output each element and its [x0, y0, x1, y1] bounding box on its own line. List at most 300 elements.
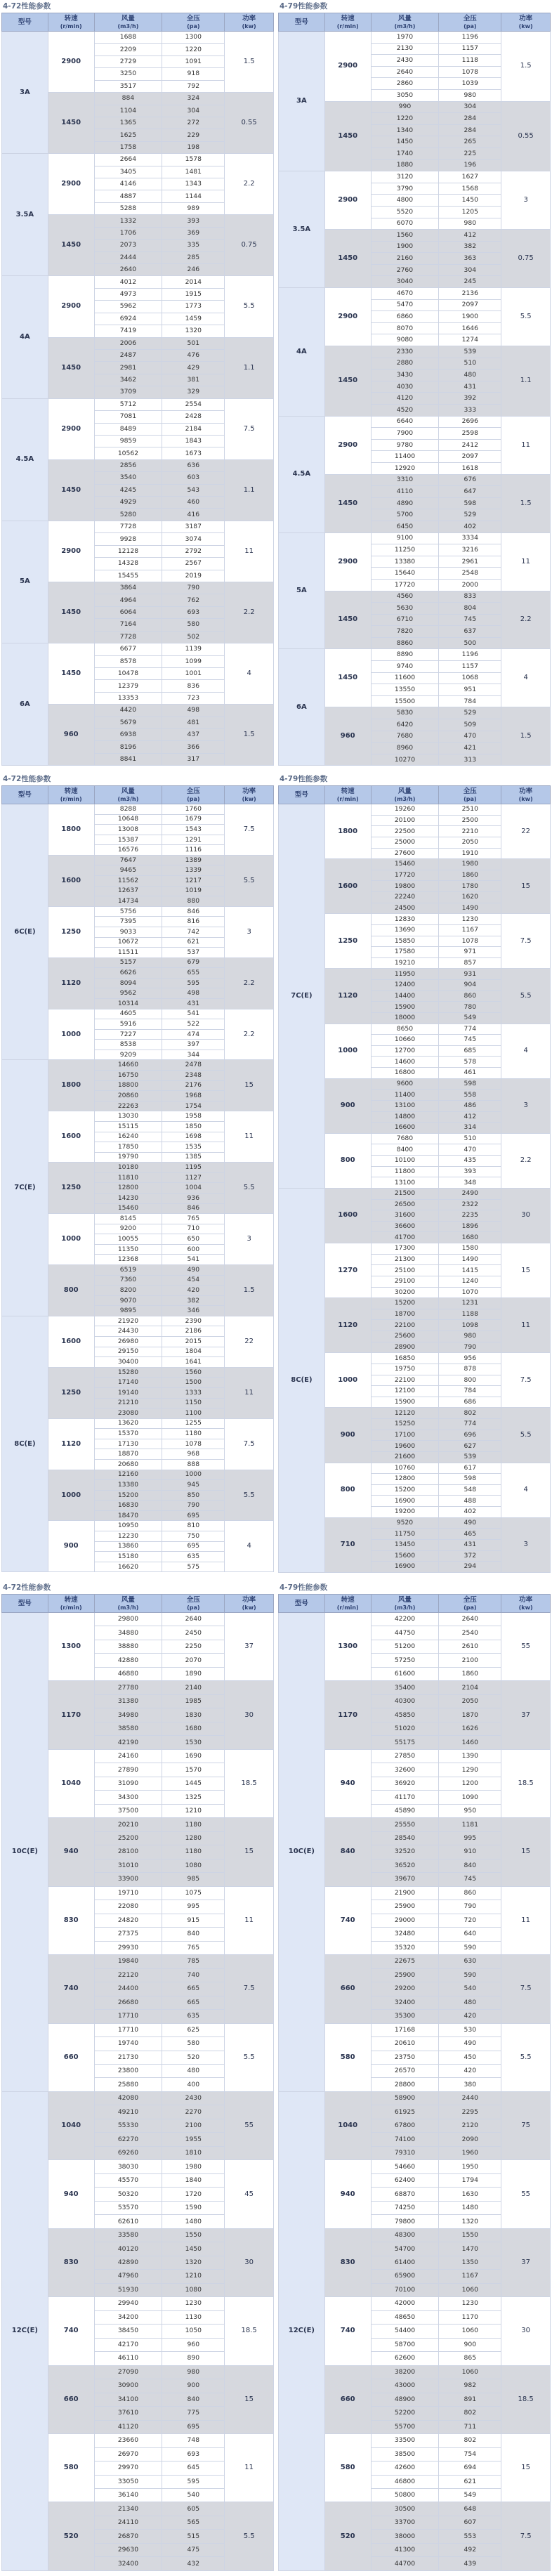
speed-cell: 1600 — [48, 1111, 94, 1163]
flow-cell: 42170 — [94, 2338, 162, 2351]
pressure-cell: 1350 — [439, 2256, 501, 2269]
pressure-cell: 1205 — [439, 206, 501, 218]
pressure-cell: 1144 — [162, 190, 225, 202]
pressure-cell: 1843 — [162, 435, 225, 447]
header-flow — [371, 786, 439, 804]
pressure-cell: 1230 — [439, 914, 501, 925]
speed-cell: 740 — [48, 2297, 94, 2365]
pressure-cell: 960 — [162, 2338, 225, 2351]
pressure-cell: 804 — [439, 603, 501, 615]
header-power — [501, 13, 551, 32]
pressure-cell: 1217 — [162, 876, 225, 887]
flow-cell: 18800 — [94, 1080, 162, 1091]
flow-cell: 4964 — [94, 594, 162, 606]
flow-cell: 33700 — [371, 2516, 439, 2529]
flow-cell: 10562 — [94, 447, 162, 459]
pressure-cell: 498 — [162, 988, 225, 999]
header-speed-label: 转速 — [341, 787, 355, 795]
pressure-cell: 1116 — [162, 845, 225, 856]
pressure-cell: 432 — [162, 2557, 225, 2570]
flow-cell: 4120 — [371, 393, 439, 405]
pressure-cell: 621 — [162, 937, 225, 948]
speed-cell: 1600 — [324, 1188, 371, 1243]
flow-cell: 12400 — [371, 980, 439, 991]
flow-cell: 54700 — [371, 2242, 439, 2256]
flow-cell: 11800 — [371, 1166, 439, 1177]
flow-cell: 41170 — [371, 1791, 439, 1804]
flow-cell: 25550 — [371, 1818, 439, 1831]
pressure-cell: 910 — [439, 1845, 501, 1859]
pressure-cell: 2440 — [439, 2091, 501, 2105]
pressure-cell: 1980 — [439, 859, 501, 870]
flow-cell: 51930 — [94, 2283, 162, 2296]
pressure-cell: 891 — [439, 2393, 501, 2406]
power-cell: 11 — [225, 1886, 274, 1954]
pressure-cell: 931 — [439, 969, 501, 980]
flow-cell: 16900 — [371, 1562, 439, 1573]
flow-cell: 54660 — [371, 2160, 439, 2173]
flow-cell: 4887 — [94, 190, 162, 202]
speed-cell: 1000 — [48, 1214, 94, 1265]
flow-cell: 7900 — [371, 428, 439, 440]
flow-cell: 5830 — [371, 707, 439, 719]
pressure-cell: 780 — [439, 1002, 501, 1013]
pressure-cell: 284 — [439, 113, 501, 125]
pressure-cell: 693 — [162, 606, 225, 618]
flow-cell: 38030 — [94, 2160, 162, 2173]
pressure-cell: 1167 — [439, 924, 501, 936]
flow-cell: 27780 — [94, 1681, 162, 1694]
pressure-cell: 304 — [439, 101, 501, 113]
panel-title: 4-72性能参数 — [3, 2, 51, 11]
speed-cell: 740 — [324, 1886, 371, 1954]
flow-cell: 19260 — [371, 804, 439, 816]
pressure-cell: 1130 — [162, 2310, 225, 2324]
flow-cell: 74250 — [371, 2201, 439, 2214]
header-power-unit: (kw) — [242, 22, 256, 30]
pressure-cell: 1167 — [439, 2270, 501, 2283]
speed-cell: 2900 — [48, 32, 94, 93]
flow-cell: 35320 — [371, 1941, 439, 1954]
pressure-cell: 1231 — [439, 1298, 501, 1309]
flow-cell: 17140 — [94, 1378, 162, 1388]
flow-cell: 17300 — [371, 1243, 439, 1255]
pressure-cell: 1060 — [439, 2365, 501, 2379]
pressure-cell: 1698 — [162, 1132, 225, 1142]
power-cell: 5.5 — [225, 276, 274, 337]
header-pressure-label: 全压 — [186, 14, 200, 22]
pressure-cell: 860 — [439, 990, 501, 1002]
speed-cell: 1450 — [48, 459, 94, 521]
header-speed-unit: (r/min) — [60, 795, 82, 802]
flow-cell: 19740 — [94, 2037, 162, 2051]
flow-cell: 31600 — [371, 1210, 439, 1222]
speed-cell: 1450 — [324, 649, 371, 707]
header-speed-unit: (r/min) — [60, 22, 82, 30]
power-cell: 1.5 — [225, 705, 274, 766]
power-cell: 15 — [225, 1060, 274, 1111]
pressure-cell: 565 — [162, 2516, 225, 2529]
flow-cell: 79800 — [371, 2215, 439, 2228]
flow-cell: 16576 — [94, 845, 162, 856]
pressure-cell: 1690 — [162, 1749, 225, 1763]
flow-cell: 2487 — [94, 349, 162, 361]
header-pressure — [162, 13, 225, 32]
flow-cell: 43000 — [371, 2379, 439, 2393]
pressure-cell: 1641 — [162, 1357, 225, 1368]
header-flow-label: 风量 — [121, 1595, 135, 1604]
table-row — [279, 2091, 551, 2105]
pressure-cell: 420 — [162, 1286, 225, 1296]
power-cell: 7.5 — [501, 914, 551, 969]
speed-cell: 1000 — [324, 1353, 371, 1408]
speed-cell: 1040 — [48, 1749, 94, 1817]
pressure-cell: 2696 — [439, 416, 501, 428]
flow-cell: 1340 — [371, 124, 439, 136]
pressure-cell: 648 — [439, 2502, 501, 2516]
pressure-cell: 2019 — [162, 570, 225, 582]
pressure-cell: 790 — [439, 1342, 501, 1353]
pressure-cell: 380 — [439, 2078, 501, 2091]
flow-cell: 5756 — [94, 906, 162, 917]
performance-table — [278, 1594, 551, 2571]
flow-cell: 2860 — [371, 78, 439, 90]
flow-cell: 14600 — [371, 1057, 439, 1068]
power-cell: 5.5 — [225, 1163, 274, 1214]
table-header-row — [279, 13, 551, 32]
header-flow-unit: (m3/h) — [394, 22, 416, 30]
pressure-cell: 2478 — [162, 1060, 225, 1071]
flow-cell: 21730 — [94, 2051, 162, 2064]
pressure-cell: 1320 — [162, 325, 225, 337]
pressure-cell: 540 — [439, 1982, 501, 1996]
header-pressure-unit: (pa) — [464, 795, 477, 802]
header-speed-label: 转速 — [341, 14, 355, 22]
flow-cell: 8960 — [371, 743, 439, 754]
flow-cell: 12100 — [371, 1386, 439, 1397]
pressure-cell: 510 — [439, 1133, 501, 1144]
pressure-cell: 1459 — [162, 313, 225, 325]
flow-cell: 38880 — [94, 1640, 162, 1653]
flow-cell: 15115 — [94, 1121, 162, 1132]
header-power-unit: (kw) — [242, 795, 256, 802]
flow-cell: 29000 — [371, 1914, 439, 1927]
pressure-cell: 711 — [439, 2420, 501, 2433]
header-power — [501, 786, 551, 804]
flow-cell: 15500 — [371, 695, 439, 707]
pressure-cell: 600 — [162, 1244, 225, 1255]
flow-cell: 1900 — [371, 241, 439, 253]
model-cell: 5A — [2, 521, 48, 643]
pressure-cell: 480 — [439, 370, 501, 381]
pressure-cell: 2186 — [162, 1326, 225, 1337]
power-cell: 1.5 — [501, 32, 551, 102]
header-power-label: 功率 — [519, 787, 533, 795]
pressure-cell: 2540 — [439, 1626, 501, 1640]
flow-cell: 4890 — [371, 497, 439, 509]
flow-cell: 33900 — [94, 1873, 162, 1886]
flow-cell: 13550 — [371, 684, 439, 696]
pressure-cell: 880 — [162, 896, 225, 907]
pressure-cell: 1580 — [439, 1243, 501, 1255]
flow-cell: 3250 — [94, 68, 162, 80]
pressure-cell: 995 — [162, 1900, 225, 1914]
pressure-cell: 1050 — [162, 2325, 225, 2338]
flow-cell: 7680 — [371, 1133, 439, 1144]
table-row — [2, 804, 274, 815]
pressure-cell: 665 — [162, 1982, 225, 1996]
flow-cell: 4929 — [94, 497, 162, 509]
header-speed-unit: (r/min) — [336, 1604, 359, 1611]
flow-cell: 9200 — [94, 1224, 162, 1234]
pressure-cell: 480 — [439, 1996, 501, 2009]
flow-cell: 38200 — [371, 2365, 439, 2379]
model-cell: 8C(E) — [279, 1188, 325, 1572]
flow-cell: 9209 — [94, 1050, 162, 1060]
flow-cell: 15387 — [94, 835, 162, 845]
speed-cell: 900 — [48, 1521, 94, 1572]
pressure-cell: 392 — [439, 393, 501, 405]
pressure-cell: 490 — [439, 1517, 501, 1529]
pressure-cell: 490 — [162, 1265, 225, 1276]
flow-cell: 15200 — [94, 1490, 162, 1501]
flow-cell: 15640 — [371, 568, 439, 580]
power-cell: 15 — [225, 2365, 274, 2433]
pressure-cell: 1480 — [162, 2215, 225, 2228]
speed-cell: 1800 — [324, 804, 371, 859]
pressure-cell: 2510 — [439, 804, 501, 816]
pressure-cell: 539 — [439, 1451, 501, 1463]
flow-cell: 27375 — [94, 1928, 162, 1941]
pressure-cell: 1188 — [439, 1309, 501, 1320]
header-power — [225, 1595, 274, 1613]
table-row — [2, 1316, 274, 1326]
flow-cell: 7728 — [94, 631, 162, 643]
flow-cell: 7728 — [94, 521, 162, 532]
pressure-cell: 625 — [162, 2023, 225, 2036]
pressure-cell: 229 — [162, 129, 225, 141]
flow-cell: 13860 — [94, 1541, 162, 1552]
pressure-cell: 381 — [162, 374, 225, 386]
flow-cell: 19200 — [371, 1507, 439, 1518]
flow-cell: 5630 — [371, 603, 439, 615]
power-cell: 18.5 — [225, 2297, 274, 2365]
speed-cell: 1800 — [48, 1060, 94, 1111]
speed-cell: 1120 — [48, 957, 94, 1009]
pressure-cell: 2548 — [439, 568, 501, 580]
pressure-cell: 740 — [162, 1968, 225, 1982]
header-power — [501, 1595, 551, 1613]
power-cell: 1.1 — [225, 337, 274, 398]
power-cell: 2.2 — [501, 591, 551, 649]
pressure-cell: 553 — [439, 2530, 501, 2543]
pressure-cell: 1320 — [439, 2215, 501, 2228]
flow-cell: 24500 — [371, 903, 439, 914]
flow-cell: 11950 — [371, 969, 439, 980]
speed-cell: 960 — [324, 707, 371, 766]
pressure-cell: 578 — [439, 1057, 501, 1068]
pressure-cell: 655 — [162, 968, 225, 979]
flow-cell: 46110 — [94, 2352, 162, 2365]
pressure-cell: 470 — [439, 731, 501, 743]
flow-cell: 8650 — [371, 1024, 439, 1035]
flow-cell: 29200 — [371, 1982, 439, 1996]
pressure-cell: 840 — [162, 1928, 225, 1941]
flow-cell: 34200 — [94, 2310, 162, 2324]
speed-cell: 1600 — [48, 855, 94, 906]
power-cell: 1.1 — [225, 459, 274, 521]
pressure-cell: 1000 — [162, 1470, 225, 1480]
flow-cell: 12160 — [94, 1470, 162, 1480]
flow-cell: 9100 — [371, 532, 439, 544]
pressure-cell: 617 — [439, 1463, 501, 1474]
table-row — [279, 1613, 551, 1626]
pressure-cell: 1968 — [162, 1091, 225, 1101]
pressure-cell: 904 — [439, 980, 501, 991]
pressure-cell: 968 — [162, 1449, 225, 1460]
pressure-cell: 450 — [439, 2051, 501, 2064]
pressure-cell: 2961 — [439, 556, 501, 568]
flow-cell: 33580 — [94, 2228, 162, 2242]
flow-cell: 30900 — [94, 2379, 162, 2393]
flow-cell: 18700 — [371, 1309, 439, 1320]
flow-cell: 22100 — [371, 1320, 439, 1331]
flow-cell: 9740 — [371, 661, 439, 673]
power-cell: 7.5 — [501, 1353, 551, 1408]
pressure-cell: 2430 — [162, 2091, 225, 2105]
pressure-cell: 1810 — [162, 2146, 225, 2159]
pressure-cell: 397 — [162, 1040, 225, 1050]
speed-cell: 1270 — [324, 1243, 371, 1298]
pressure-cell: 784 — [439, 695, 501, 707]
pressure-cell: 284 — [439, 124, 501, 136]
power-cell: 18.5 — [225, 1749, 274, 1817]
pressure-cell: 1950 — [439, 2160, 501, 2173]
pressure-cell: 1060 — [439, 2283, 501, 2296]
pressure-cell: 1754 — [162, 1101, 225, 1111]
pressure-cell: 775 — [162, 2407, 225, 2420]
flow-cell: 48900 — [371, 2393, 439, 2406]
header-flow-label: 风量 — [397, 1595, 412, 1604]
pressure-cell: 750 — [162, 1531, 225, 1542]
pressure-cell: 635 — [162, 2010, 225, 2023]
pressure-cell: 540 — [162, 2489, 225, 2502]
pressure-cell: 665 — [162, 1996, 225, 2009]
speed-cell: 1450 — [324, 230, 371, 288]
flow-cell: 4800 — [371, 195, 439, 207]
power-cell: 11 — [501, 1298, 551, 1353]
flow-cell: 2073 — [94, 240, 162, 251]
flow-cell: 3462 — [94, 374, 162, 386]
flow-cell: 33050 — [94, 2475, 162, 2488]
pressure-cell: 2235 — [439, 1210, 501, 1222]
pressure-cell: 1490 — [439, 1254, 501, 1265]
table-row — [279, 32, 551, 44]
pressure-cell: 402 — [439, 521, 501, 532]
flow-cell: 55175 — [371, 1736, 439, 1749]
pressure-cell: 502 — [162, 631, 225, 643]
flow-cell: 15460 — [371, 859, 439, 870]
flow-cell: 3120 — [371, 171, 439, 183]
flow-cell: 10314 — [94, 998, 162, 1009]
model-cell: 12C(E) — [2, 2091, 48, 2570]
header-pressure-label: 全压 — [186, 1595, 200, 1604]
pressure-cell: 2050 — [439, 1694, 501, 1708]
pressure-cell: 580 — [162, 2037, 225, 2051]
header-model-label: 型号 — [294, 1600, 308, 1607]
speed-cell: 2900 — [48, 154, 94, 215]
flow-cell: 8288 — [94, 804, 162, 815]
pressure-cell: 1804 — [162, 1347, 225, 1357]
power-cell: 3 — [225, 1214, 274, 1265]
pressure-cell: 431 — [439, 381, 501, 393]
pressure-cell: 2450 — [162, 1626, 225, 1640]
pressure-cell: 637 — [439, 626, 501, 638]
flow-cell: 12120 — [371, 1408, 439, 1419]
pressure-cell: 985 — [162, 1873, 225, 1886]
flow-cell: 15850 — [371, 936, 439, 947]
flow-cell: 13450 — [371, 1539, 439, 1550]
pressure-cell: 2100 — [162, 2119, 225, 2132]
flow-cell: 1688 — [94, 32, 162, 44]
pressure-cell: 696 — [439, 1430, 501, 1441]
flow-cell: 15455 — [94, 570, 162, 582]
flow-cell: 55330 — [94, 2119, 162, 2132]
panel-title: 4-79性能参数 — [280, 1583, 328, 1592]
pressure-cell: 607 — [439, 2516, 501, 2529]
flow-cell: 35300 — [371, 2010, 439, 2023]
flow-cell: 42880 — [94, 1654, 162, 1667]
pressure-cell: 245 — [439, 276, 501, 288]
performance-panel — [278, 773, 551, 1574]
flow-cell: 28800 — [371, 2078, 439, 2091]
pressure-cell: 971 — [439, 947, 501, 958]
flow-cell: 25600 — [371, 1331, 439, 1342]
header-power-label: 功率 — [242, 787, 256, 795]
pressure-cell: 2640 — [439, 1613, 501, 1626]
pressure-cell: 790 — [162, 1501, 225, 1511]
flow-cell: 52200 — [371, 2407, 439, 2420]
power-cell: 30 — [501, 2297, 551, 2365]
header-pressure-unit: (pa) — [187, 795, 200, 802]
header-speed-label: 转速 — [64, 14, 78, 22]
panel-title: 4-72性能参数 — [3, 775, 51, 783]
table-row — [279, 649, 551, 661]
speed-cell: 1120 — [324, 969, 371, 1024]
flow-cell: 32520 — [371, 1845, 439, 1859]
flow-cell: 2664 — [94, 154, 162, 166]
pressure-cell: 543 — [162, 484, 225, 496]
header-pressure-label: 全压 — [463, 14, 477, 22]
flow-cell: 44700 — [371, 2557, 439, 2570]
header-model — [2, 13, 48, 32]
pressure-cell: 790 — [162, 582, 225, 594]
pressure-cell: 590 — [439, 1941, 501, 1954]
pressure-cell: 412 — [439, 1111, 501, 1123]
flow-cell: 4146 — [94, 178, 162, 190]
flow-cell: 8094 — [94, 978, 162, 988]
pressure-cell: 1240 — [439, 1276, 501, 1287]
pressure-cell: 956 — [439, 1353, 501, 1364]
flow-cell: 1560 — [371, 230, 439, 242]
flow-cell: 3040 — [371, 276, 439, 288]
model-cell: 5A — [279, 532, 325, 649]
flow-cell: 4605 — [94, 1009, 162, 1019]
pressure-cell: 294 — [439, 1562, 501, 1573]
header-flow-unit: (m3/h) — [117, 795, 139, 802]
pressure-cell: 549 — [439, 2489, 501, 2502]
pressure-cell: 980 — [439, 89, 501, 101]
